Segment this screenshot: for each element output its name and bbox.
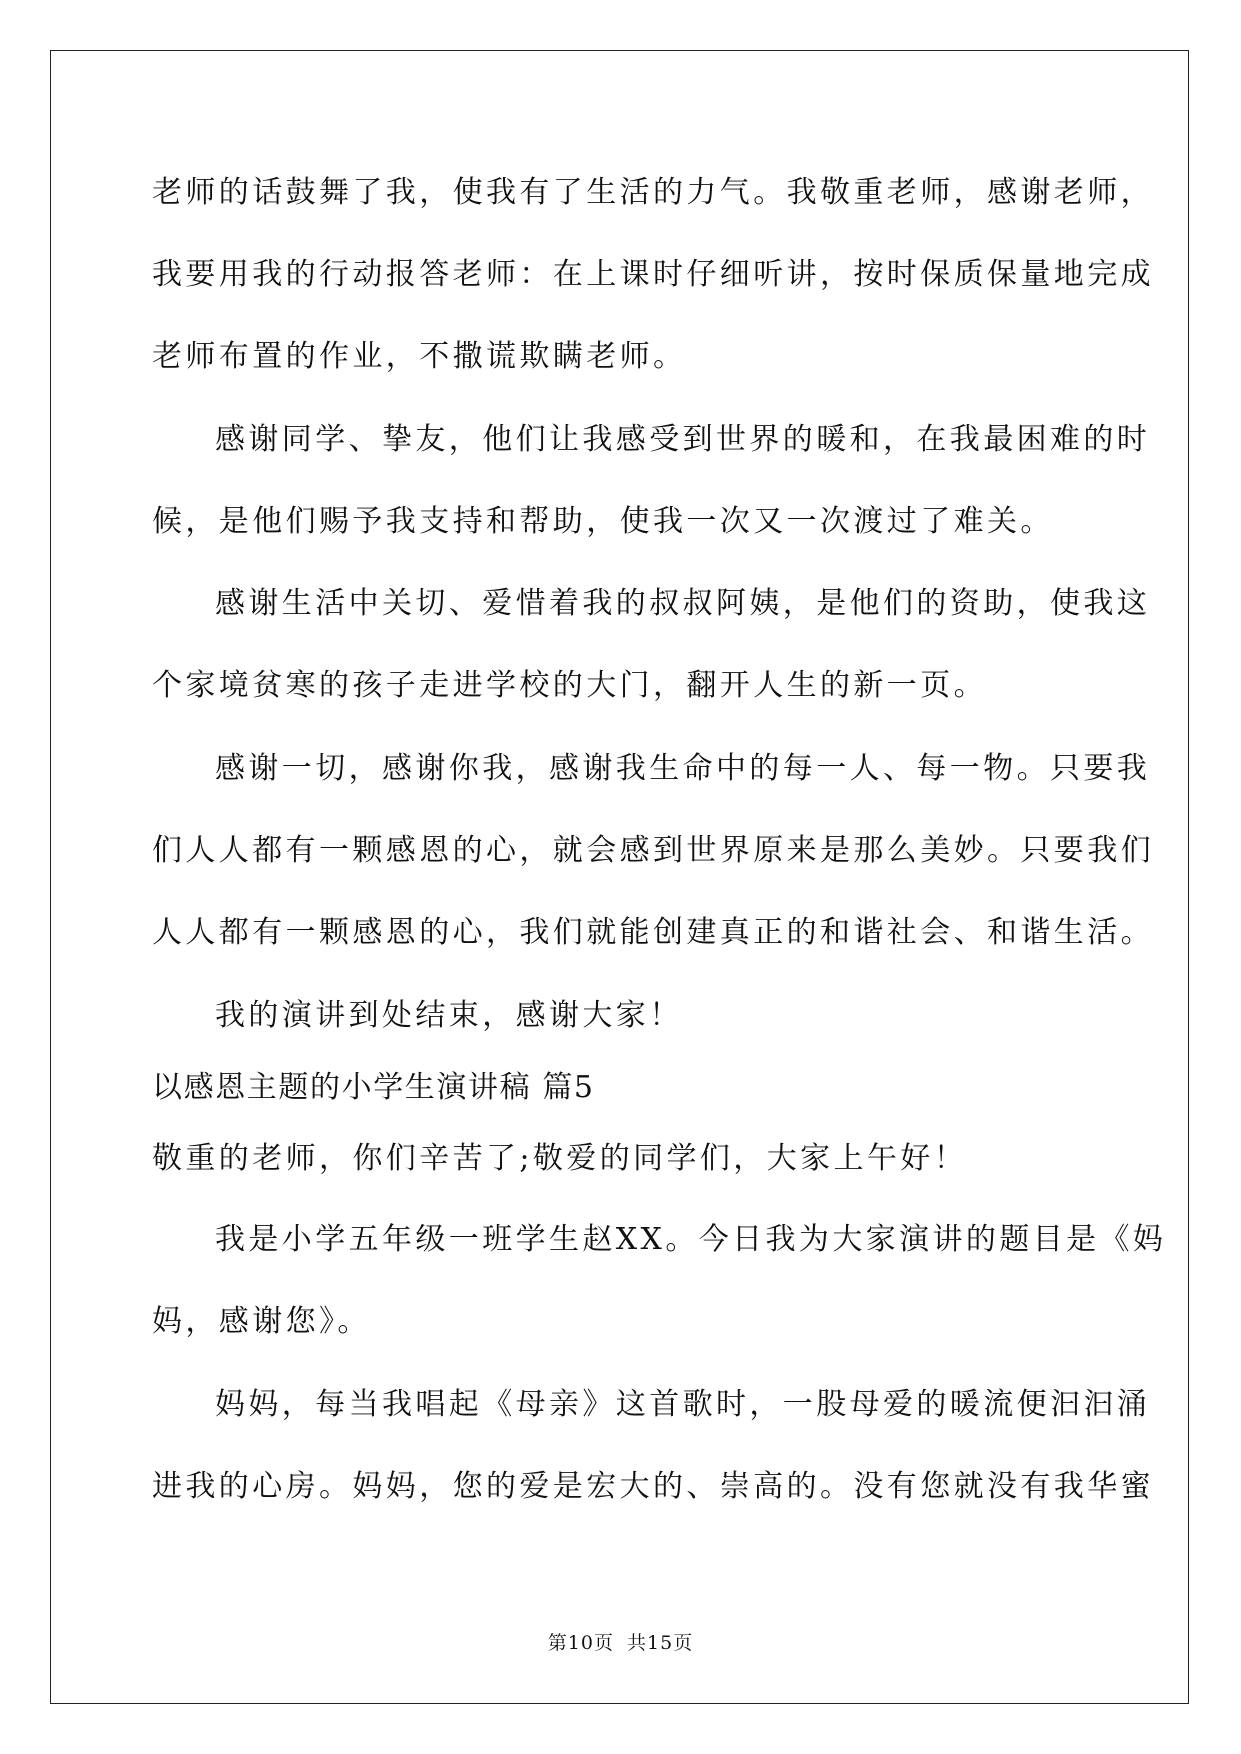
text-line: 人人都有一颗感恩的心，我们就能创建真正的和谐社会、和谐生活。 (152, 915, 1154, 950)
text-line: 妈，感谢您》。 (152, 1304, 371, 1339)
text-line: 们人人都有一颗感恩的心，就会感到世界原来是那么美妙。只要我们 (152, 833, 1154, 868)
paragraph-start: 感谢同学、挚友，他们让我感受到世界的暖和，在我最困难的时 (215, 422, 1151, 457)
text-line: 老师的话鼓舞了我，使我有了生活的力气。我敬重老师，感谢老师， (152, 175, 1154, 210)
text-line: 老师布置的作业，不撒谎欺瞒老师。 (152, 339, 687, 374)
page-border (50, 50, 1189, 1704)
page-number: 第10页 (547, 1632, 614, 1654)
paragraph-start: 感谢一切，感谢你我，感谢我生命中的每一人、每一物。只要我 (215, 751, 1151, 786)
paragraph-start: 感谢生活中关切、爱惜着我的叔叔阿姨，是他们的资助，使我这 (215, 586, 1151, 621)
page-total: 共15页 (627, 1632, 694, 1654)
paragraph-start: 妈妈，每当我唱起《母亲》这首歌时，一股母爱的暖流便汩汩涌 (215, 1387, 1151, 1422)
text-line: 进我的心房。妈妈，您的爱是宏大的、崇高的。没有您就没有我华蜜 (152, 1469, 1154, 1504)
section-heading: 以感恩主题的小学生演讲稿 篇5 (152, 1070, 595, 1105)
text-line: 我要用我的行动报答老师：在上课时仔细听讲，按时保质保量地完成 (152, 257, 1154, 292)
salutation-line: 敬重的老师，你们辛苦了;敬爱的同学们，大家上午好！ (152, 1141, 968, 1176)
paragraph-start: 我的演讲到处结束，感谢大家！ (215, 998, 683, 1033)
paragraph-start: 我是小学五年级一班学生赵XX。今日我为大家演讲的题目是《妈 (215, 1222, 1167, 1257)
text-line: 个家境贫寒的孩子走进学校的大门，翻开人生的新一页。 (152, 668, 987, 703)
page-footer (0, 1628, 1241, 1655)
text-line: 候，是他们赐予我支持和帮助，使我一次又一次渡过了难关。 (152, 504, 1054, 539)
